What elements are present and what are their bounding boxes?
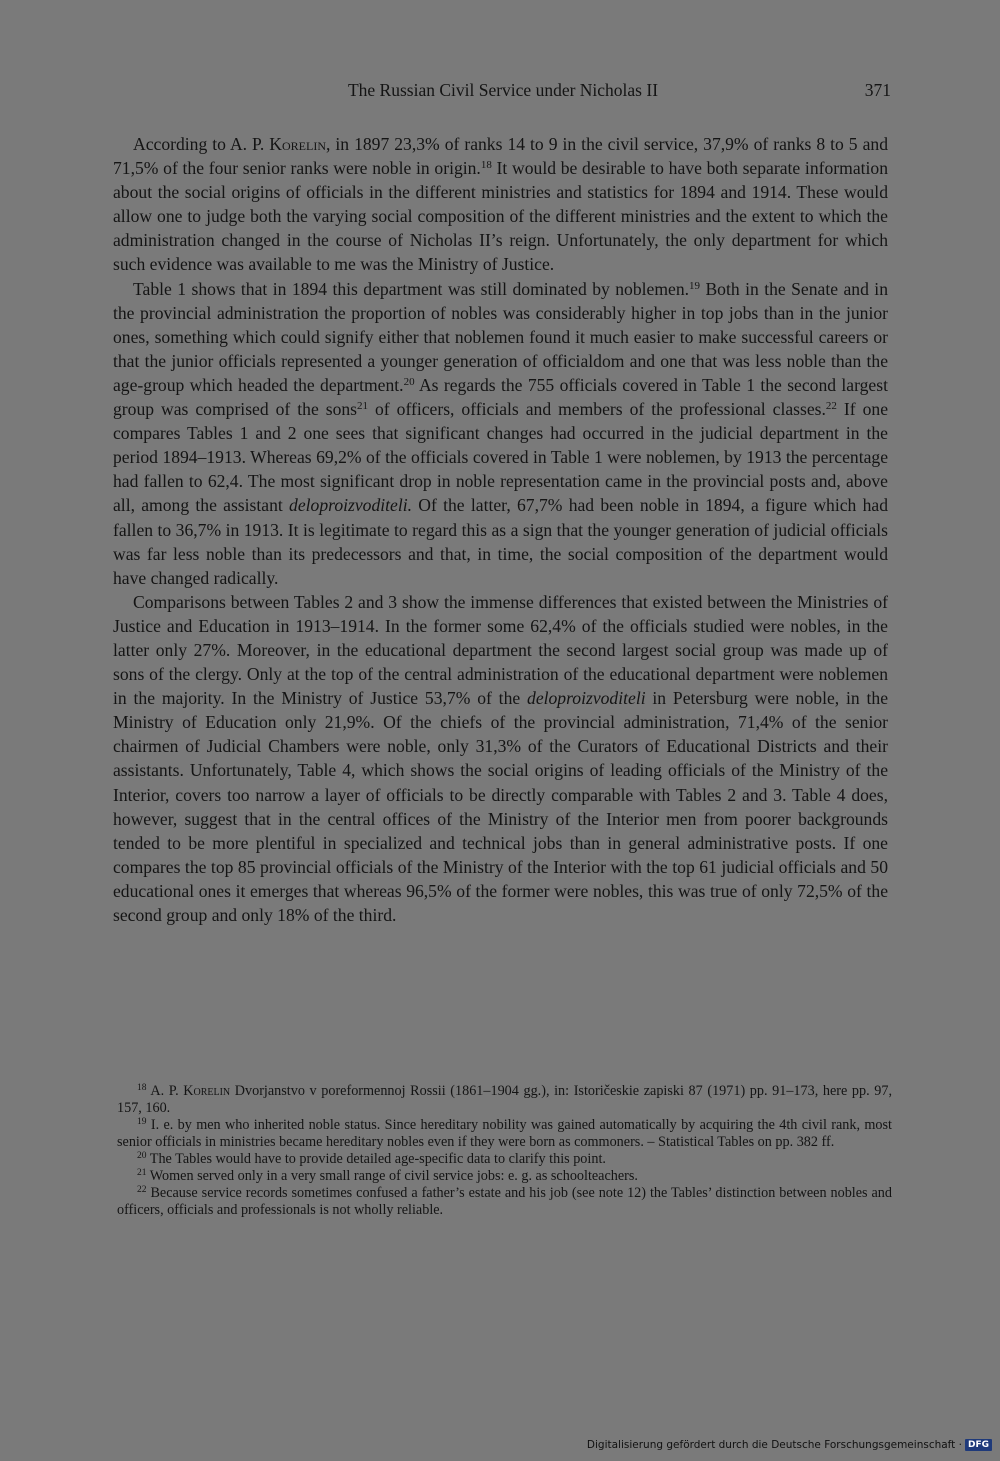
footnote-ref-19: 19 — [689, 279, 701, 292]
footnote-number: 22 — [137, 1185, 147, 1195]
dfg-logo-icon: DFG — [965, 1439, 992, 1451]
text-run: I. e. by men who inherited noble status. Since hereditary nobility was gained automatically by acquiring the 4th civil rank, most senior officials in ministries became hereditary nobles even if they were born as commoners. – Statistical Tables on pp. 382 ff. — [117, 1117, 892, 1150]
italic-term: deloproizvoditeli — [527, 688, 646, 709]
text-run: As regards the 755 officials covered in Table 1 the second largest group was comprised of the sons — [113, 374, 888, 420]
footnote-19 — [117, 1117, 892, 1151]
credit-text: Digitalisierung gefördert durch die Deutsche Forschungsgemeinschaft · — [586, 1439, 962, 1451]
footnote-20 — [117, 1151, 892, 1168]
footnote-number: 19 — [137, 1117, 147, 1127]
text-run: of officers, officials and members of the professional classes. — [368, 399, 826, 420]
running-title: The Russian Civil Service under Nicholas II — [347, 80, 659, 100]
text-run: If one compares Tables 1 and 2 one sees that significant changes had occurred in the judicial department in the period 1894–1913. Whereas 69,2% of the officials covered in Table 1 were noblemen, by 1913 the percentage had fallen to 62,4. The most significant drop in noble representation came in the provincial posts and, above all, among the assistant — [113, 399, 888, 516]
footnote-ref-18: 18 — [480, 159, 492, 172]
digitization-credit — [587, 1439, 992, 1451]
footnote-22 — [117, 1185, 892, 1219]
paragraph-2 — [113, 277, 888, 590]
text-run: A. P. — [146, 1083, 184, 1099]
running-head — [113, 80, 893, 106]
text-run: Dvorjanstvo v poreformennoj Rossii (1861–1904 gg.), in: Istoričeskie zapiski 87 (1971) pp. 91–173, here pp. 97, 157, 160. — [117, 1083, 892, 1116]
text-run: Because service records sometimes confused a father’s estate and his job (see note 12) the Tables’ distinction between nobles and officers, officials and professionals is not wholly reliable. — [117, 1185, 892, 1218]
text-run: Women served only in a very small range of civil service jobs: e. g. as schoolteachers. — [146, 1168, 638, 1184]
footnote-number: 21 — [137, 1168, 147, 1178]
footnote-ref-20: 20 — [403, 375, 415, 388]
paragraph-1 — [113, 132, 888, 277]
footnote-18 — [117, 1083, 892, 1117]
page-number: 371 — [864, 80, 891, 100]
text-run: , in 1897 23,3% of ranks 14 to 9 in the civil service, 37,9% of ranks 8 to 5 and 71,5% of the four senior ranks were noble in origin. — [113, 134, 889, 179]
text-run: It would be desirable to have both separate information about the social origins of officials in the different ministries and statistics for 1894 and 1914. These would allow one to judge both the varying social composition of the different ministries and the extent to which the administration changed in the course of Nicholas II’s reign. Unfortunately, the only department for which such evidence was available to me was the Ministry of Justice. — [113, 158, 888, 275]
footnote-number: 20 — [137, 1151, 147, 1161]
text-run: Both in the Senate and in the provincial administration the proportion of nobles was considerably higher in top jobs than in the junior ones, something which could signify either that noblemen found it much easier to make successful careers or that the junior officials represented a younger generation of officialdom and one that was less noble than the age-group which headed the department. — [113, 278, 888, 395]
author-name: Korelin — [183, 1083, 231, 1099]
body-text — [113, 132, 888, 927]
italic-term: deloproizvoditeli. — [289, 495, 413, 516]
text-run: Comparisons between Tables 2 and 3 show the immense differences that existed between the Ministries of Justice and Education in 1913–1914. In the former some 62,4% of the officials studied were nobles, in the latter only 27%. Moreover, in the educational department the second largest social group was made up of sons of the clergy. Only at the top of the central administration of the educational department were noblemen in the majority. In the Ministry of Justice 53,7% of the — [113, 591, 888, 709]
text-run: The Tables would have to provide detailed age-specific data to clarify this point. — [146, 1151, 606, 1167]
paragraph-3 — [113, 590, 888, 927]
footnote-number: 18 — [137, 1083, 147, 1093]
footnote-ref-21: 21 — [357, 400, 369, 413]
footnote-21 — [117, 1168, 892, 1185]
text-run: According to A. P. — [133, 134, 270, 154]
author-name: Korelin — [269, 134, 326, 154]
footnote-ref-22: 22 — [825, 400, 837, 413]
text-run: Table 1 shows that in 1894 this department was still dominated by noblemen. — [133, 278, 690, 299]
text-run: in Petersburg were noble, in the Ministry of Education only 21,9%. Of the chiefs of the provincial administration, 71,4% of the senior chairmen of Judicial Chambers were noble, only 31,3% of the Curators of Educational Districts and their assistants. Unfortunately, Table 4, which shows the social origins of leading officials of the Ministry of the Interior, covers too narrow a layer of officials to be directly comparable with Tables 2 and 3. Table 4 does, however, suggest that in the central offices of the Ministry of the Interior men from poorer backgrounds tended to be more plentiful in specialized and technical jobs than in general administrative posts. If one compares the top 85 provincial officials of the Ministry of the Interior with the top 61 judicial officials and 50 educational ones it emerges that whereas 96,5% of the former were nobles, this was true of only 72,5% of the second group and only 18% of the third. — [113, 688, 888, 925]
text-run: Of the latter, 67,7% had been noble in 1894, a figure which had fallen to 36,7% in 1913. It is legitimate to regard this as a sign that the younger generation of judicial officials was far less noble than its predecessors and that, in time, the social composition of the department would have changed radically. — [113, 495, 888, 588]
footnotes — [117, 1083, 892, 1219]
